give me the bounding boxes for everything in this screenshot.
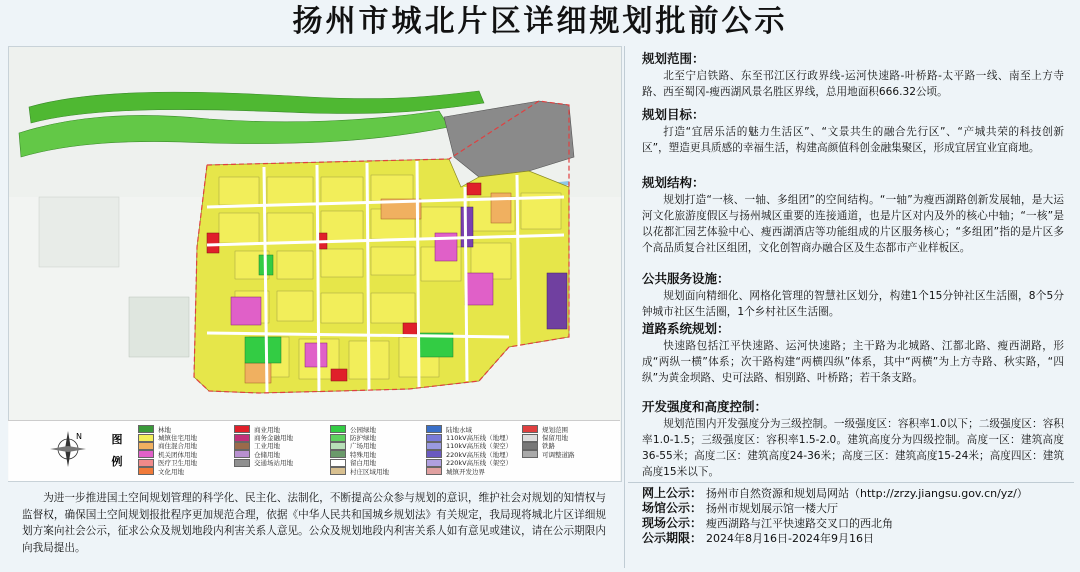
legend-swatch	[138, 450, 154, 458]
publicity-row-period	[628, 531, 1074, 546]
legend-swatch	[426, 459, 442, 467]
legend-swatch	[426, 450, 442, 458]
legend-label: 特殊用地	[350, 450, 376, 459]
horizontal-divider	[628, 482, 1074, 483]
legend-item	[330, 467, 426, 475]
section-heading-public-services: 公共服务设施：	[642, 271, 730, 286]
map-legend	[8, 420, 620, 481]
legend-swatch	[330, 467, 346, 475]
publicity-row-online	[628, 486, 1074, 501]
legend-item	[522, 425, 618, 433]
legend-item	[522, 459, 618, 467]
legend-swatch	[330, 425, 346, 433]
section-body-goals: 打造“宜居乐活的魅力生活区”、“文景共生的融合先行区”、“产城共荣的科技创新区”，塑造更具质感的幸福生活，构建高颜值科创金融集聚区，形成宜居宜业宜商地。	[642, 126, 1064, 154]
section-heading-intensity-height: 开发强度和高度控制：	[642, 399, 768, 414]
legend-swatch	[522, 450, 538, 458]
legend-swatch	[330, 434, 346, 442]
legend-item	[138, 459, 234, 467]
vertical-divider	[624, 46, 625, 568]
legend-swatch	[138, 459, 154, 467]
legend-label: 商务金融用地	[254, 434, 293, 443]
legend-label: 110kV高压线（地埋）	[446, 434, 513, 443]
legend-label: 交通场站用地	[254, 459, 293, 468]
legend-label: 城镇开发边界	[446, 467, 485, 476]
legend-label: 规划范围	[542, 425, 568, 434]
legend-swatch	[426, 434, 442, 442]
section-body-public-services: 规划面向精细化、网格化管理的智慧社区划分，构建1个15分钟社区生活圈，8个5分钟城市社区生活圈，1个乡村社区生活圈。	[642, 290, 1064, 318]
legend-swatch	[426, 467, 442, 475]
legend-item	[426, 467, 522, 475]
publicity-label: 网上公示：	[642, 486, 703, 500]
legend-item	[234, 459, 330, 467]
legend-swatch	[522, 434, 538, 442]
legend-item	[522, 450, 618, 458]
legend-label: 工业用地	[254, 442, 280, 451]
planning-map	[8, 46, 622, 482]
legend-label: 广场用地	[350, 442, 376, 451]
public-notice-text: 为进一步推进国土空间规划管理的科学化、民主化、法制化，不断提高公众参与规划的意识，维护社会对规划的知情权与监督权，确保国土空间规划报批程序更加规范合理，依据《中华人民共和国城乡规划法》有关规定，我局现将城北片区详细规划方案向社会公示，征求公众及规划地段内利害关系人意见。公众及规划地段内利害关系人如有意见或建议，请在公示期限内向我局提出。	[22, 492, 606, 554]
legend-title: 图例	[111, 433, 123, 468]
legend-label: 可调整道路	[542, 450, 575, 459]
legend-item	[138, 467, 234, 475]
legend-swatch	[138, 425, 154, 433]
section-heading-scope: 规划范围：	[642, 51, 705, 66]
legend-swatch	[234, 459, 250, 467]
legend-label: 林地	[158, 425, 171, 434]
legend-item	[330, 442, 426, 450]
legend-item	[234, 467, 330, 475]
legend-swatch	[330, 459, 346, 467]
legend-swatch	[138, 434, 154, 442]
section-body-road-system: 快速路包括江平快速路、运河快速路；主干路为北城路、江都北路、瘦西湖路，形成“两纵一横”体系；次干路构建“两横四纵”体系，其中“两横”为上方寺路、秋实路，“四纵”为黄金坝路、史可法路、相别路、叶桥路；若干条支路。	[642, 340, 1064, 384]
legend-label: 110kV高压线（架空）	[446, 442, 513, 451]
legend-label: 陆地水域	[446, 425, 472, 434]
legend-label: 铁路	[542, 442, 555, 451]
legend-swatch	[234, 442, 250, 450]
publicity-label: 公示期限：	[642, 531, 703, 545]
legend-item	[522, 467, 618, 475]
compass-label: N	[76, 432, 82, 441]
legend-label: 保留用地	[542, 434, 568, 443]
section-heading-goals: 规划目标：	[642, 107, 705, 122]
publicity-value: 2024年8月16日-2024年9月16日	[706, 532, 874, 545]
legend-item	[330, 450, 426, 458]
legend-label: 防护绿地	[350, 434, 376, 443]
publicity-label: 场馆公示：	[642, 501, 703, 515]
section-heading-road-system: 道路系统规划：	[642, 321, 730, 336]
legend-label: 商住混合用地	[158, 442, 197, 451]
legend-item	[234, 442, 330, 450]
legend-swatch	[234, 425, 250, 433]
legend-label: 商业用地	[254, 425, 280, 434]
page-title: 扬州市城北片区详细规划批前公示	[292, 4, 788, 39]
legend-swatch	[522, 425, 538, 433]
plan-description-panel	[628, 48, 1074, 480]
legend-swatch	[138, 442, 154, 450]
legend-label: 仓储用地	[254, 450, 280, 459]
publicity-label: 现场公示：	[642, 516, 703, 530]
publicity-info	[628, 486, 1074, 568]
legend-label: 医疗卫生用地	[158, 459, 197, 468]
legend-label: 220kV高压线（地埋）	[446, 450, 513, 459]
legend-swatch	[234, 434, 250, 442]
north-arrow-icon	[46, 427, 90, 471]
section-heading-structure: 规划结构：	[642, 175, 705, 190]
legend-label: 公园绿地	[350, 425, 376, 434]
section-body-structure: 规划打造“一核、一轴、多组团”的空间结构。“一轴”为瘦西湖路创新发展轴，是大运河文化旅游度假区与扬州城区重要的连接通道，也是片区对内及外的核心中轴；“一核”是以花都汇园艺体验中心、瘦西湖酒店等功能组成的片区服务核心；“多组团”指的是片区多个高品质复合社区组团，文化创智商办融合区及生态都市产业样板区。	[642, 194, 1064, 254]
legend-grid	[138, 425, 618, 475]
publicity-row-onsite	[628, 516, 1074, 531]
legend-swatch	[234, 450, 250, 458]
section-body-intensity-height: 规划范围内开发强度分为三级控制。一级强度区：容积率1.0以下；二级强度区：容积率1.0-1.5；三级强度区：容积率1.5-2.0。建筑高度分为四级控制。高度一区：建筑高度36-55米；高度二区：建筑高度24-36米；高度三区：建筑高度15-24米；高度四区：建筑高度15米以下。	[642, 418, 1064, 478]
publicity-value: 扬州市自然资源和规划局网站（http://zrzy.jiangsu.gov.cn/yz/）	[706, 487, 1028, 500]
legend-swatch	[426, 442, 442, 450]
legend-swatch	[330, 450, 346, 458]
legend-swatch	[138, 467, 154, 475]
legend-swatch	[522, 442, 538, 450]
legend-label: 机关团体用地	[158, 450, 197, 459]
legend-label: 文化用地	[158, 467, 184, 476]
legend-item	[522, 433, 618, 441]
land-use-map	[9, 47, 621, 481]
legend-item	[330, 433, 426, 441]
legend-swatch	[330, 442, 346, 450]
publicity-value: 扬州市规划展示馆一楼大厅	[706, 502, 838, 515]
publicity-row-venue	[628, 501, 1074, 516]
publicity-value: 瘦西湖路与江平快速路交叉口的西北角	[706, 517, 893, 530]
legend-label: 村庄区域用地	[350, 467, 389, 476]
legend-label: 城镇住宅用地	[158, 434, 197, 443]
legend-label: 220kV高压线（架空）	[446, 459, 513, 468]
legend-swatch	[426, 425, 442, 433]
legend-label: 留白用地	[350, 459, 376, 468]
legend-item	[234, 433, 330, 441]
legend-item	[330, 425, 426, 433]
section-body-scope: 北至宁启铁路、东至邗江区行政界线-运河快速路-叶桥路-太平路一线、南至上方寺路、西至蜀冈-瘦西湖风景名胜区界线，总用地面积666.32公顷。	[642, 70, 1064, 98]
